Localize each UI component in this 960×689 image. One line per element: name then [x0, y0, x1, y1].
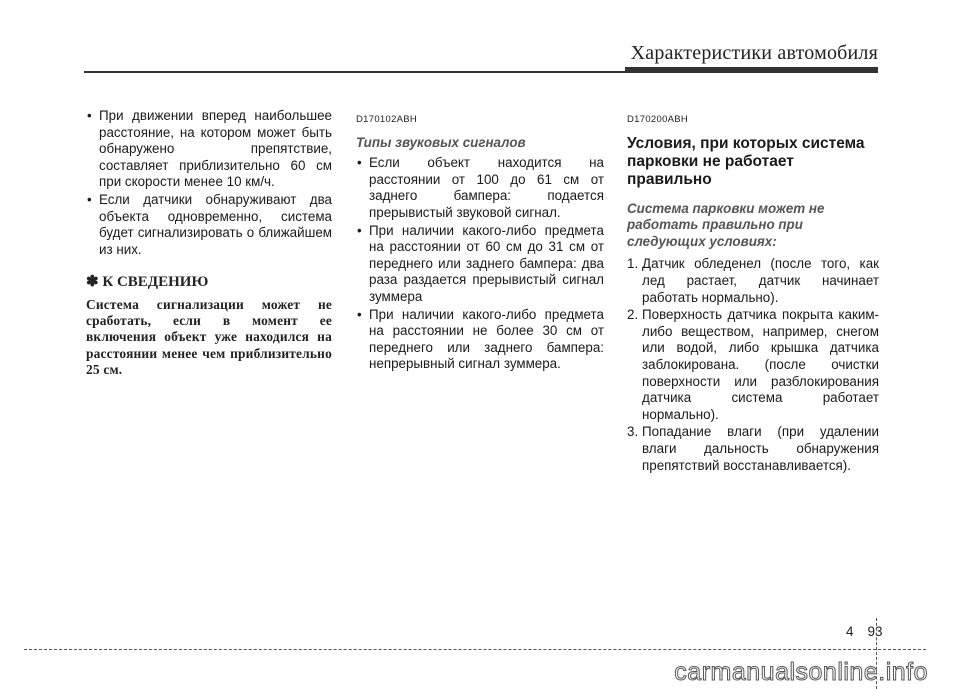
chapter-number: 4 [846, 624, 854, 639]
list-number: 2. [627, 307, 639, 323]
list-text: Датчик обледенел (после того, как лед растает, датчик начинает работать нормально). [642, 256, 879, 305]
list-item [627, 256, 879, 306]
list-item: • При наличии какого-либо предмета на расстоянии от 60 см до 31 см от переднего или заднего бампера: два раза раздается прерывистый сигнал зуммера [356, 223, 604, 306]
list-text: Поверхность датчика покрыта каким-либо веществом, например, снегом или водой, либо крышка датчика заблокирована. (после очистки поверхности или разблокирования датчика система работает нормально). [642, 307, 879, 422]
watermark: carmanualsonline.info [674, 658, 928, 686]
note-title-text: К СВЕДЕНИЮ [102, 274, 209, 291]
column-left [86, 108, 332, 378]
column-middle [356, 108, 604, 374]
list-item: • При наличии какого-либо предмета на расстоянии не более 30 см от переднего или заднего бампера: непрерывный сигнал зуммера. [356, 307, 604, 373]
list-number: 3. [627, 424, 639, 440]
section-code: D170102ABH [356, 114, 418, 125]
section-code: D170200ABH [627, 114, 689, 125]
list-text: Попадание влаги (при удалении влаги дальность обнаружения препятствий восстанавливается). [642, 424, 879, 473]
note-star-icon: ✽ [86, 274, 99, 291]
bullet-list [86, 108, 332, 258]
section-heading: Условия, при которых система парковки не работает правильно [627, 134, 865, 188]
note-title [86, 274, 332, 291]
header-rule-accent [625, 67, 878, 72]
list-item [627, 307, 879, 423]
numbered-list [627, 256, 879, 474]
list-item [627, 424, 879, 474]
list-item: • При движении вперед наибольшее расстояние, на котором может быть обнаружено препятствие, составляет приблизительно 60 см при скорости менее 10 км/ч. [86, 108, 332, 191]
note-body: Система сигнализации может не сработать, если в момент ее включения объект уже находился на расстоянии менее чем приблизительно 25 см. [86, 296, 332, 377]
list-item: • Если объект находится на расстоянии от 100 до 61 см от заднего бампера: подается прерывистый звуковой сигнал. [356, 155, 604, 221]
bullet-list [356, 155, 604, 373]
footer-rule [24, 649, 926, 650]
section-heading: Типы звуковых сигналов [356, 134, 526, 150]
section-subheading: Система парковки может не работать правильно при следующих условиях: [627, 200, 825, 249]
page-number [846, 624, 883, 639]
running-header-title: Характеристики автомобиля [630, 42, 878, 64]
page-number-value: 93 [867, 624, 883, 639]
list-number: 1. [627, 256, 639, 272]
list-item: • Если датчики обнаруживают два объекта одновременно, система будет сигнализировать о ближайшем из них. [86, 192, 332, 258]
column-right [627, 108, 879, 475]
